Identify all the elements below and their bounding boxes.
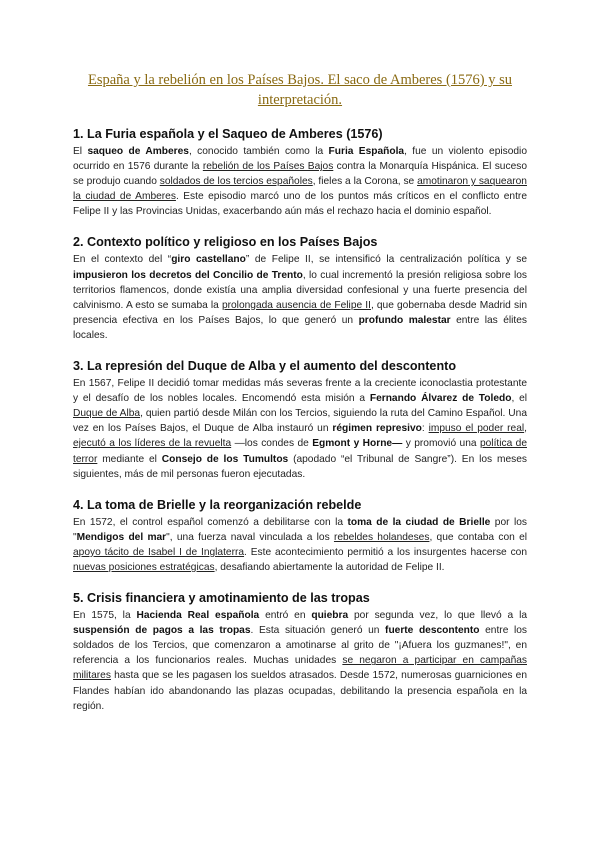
underlined-text: prolongada ausencia de Felipe II [221, 299, 371, 311]
bold-text: fuerte descontento [385, 625, 480, 637]
text-run: y promovió una [402, 438, 480, 450]
bold-text: Furia Española [328, 146, 405, 157]
bold-text: profundo malestar [358, 314, 451, 326]
underlined-text: rebelión de los Países Bajos [202, 161, 334, 173]
section-furia-espanola [73, 126, 527, 219]
bold-text: Consejo de los Tumultos [161, 453, 289, 465]
bold-text: impusieron los decretos del Concilio de Trento [73, 269, 303, 281]
section-heading: 5. Crisis financiera y amotinamiento de las tropas [73, 591, 370, 606]
text-run: , que contaba con el [429, 531, 527, 543]
section-contexto-politico [73, 234, 527, 343]
section-heading: 4. La toma de Brielle y la reorganización rebelde [73, 497, 362, 512]
text-run: . Este episodio marcó uno de los puntos más críticos en el conflicto entre Felipe II y las Provincias Unidas, exacerbando aún más el rechazo hacia el dominio español. [73, 191, 527, 218]
section-heading: 2. Contexto político y religioso en los Países Bajos [73, 235, 378, 250]
underlined-text: rebeldes holandeses [333, 531, 430, 543]
section-represion-duque-alba [73, 358, 527, 482]
text-run: , fue un violento episodio ocurrido en 1576 durante la [73, 146, 527, 173]
text-run: entre las élites locales. [73, 314, 527, 341]
underlined-text: se negaron a participar en campañas militares [73, 655, 527, 682]
section-toma-brielle [73, 497, 527, 575]
text-run: ", una fuerza naval vinculada a los [166, 531, 334, 543]
section-paragraph [73, 608, 527, 714]
section-paragraph [73, 252, 527, 343]
bold-text: Egmont y Horne— [312, 438, 403, 450]
underlined-text: nuevas posiciones estratégicas [73, 561, 215, 573]
text-run: , fieles a la Corona, se [312, 176, 418, 188]
section-heading: 1. La Furia española y el Saqueo de Amberes (1576) [73, 127, 383, 141]
text-run: . Este acontecimiento permitió a los insurgentes hacerse con [244, 546, 527, 558]
text-run: (apodado “el Tribunal de Sangre”). En los meses siguientes, más de mil personas fueron ejecutadas. [73, 453, 527, 480]
section-paragraph [73, 515, 527, 575]
bold-text: Hacienda Real española [136, 610, 260, 622]
text-run: . Esta situación generó un [250, 625, 386, 637]
bold-text: saqueo de Amberes [87, 146, 189, 157]
text-run: —los condes de [231, 438, 313, 450]
text-run: En 1572, el control español comenzó a debilitarse con la [73, 516, 348, 528]
underlined-text: apoyo tácito de Isabel I de Inglaterra [73, 546, 245, 558]
text-run: entre los soldados de los Tercios, que comenzaron a amotinarse al grito de "¡Afuera los guzmanes!", en referencia a los funcionarios reales. Muchas unidades [73, 625, 527, 667]
section-heading: 3. La represión del Duque de Alba y el aumento del descontento [73, 359, 457, 374]
text-run: , quien partió desde Milán con los Tercios, siguiendo la ruta del Camino Español. Una vez en los Países Bajos, el Duque de Alba instauró un [73, 408, 528, 435]
text-run: , lo cual incrementó la presión religiosa sobre los territorios flamencos, donde existía una amplia diversidad confesional y una fuerte presencia del calvinismo. A esto se sumaba la [73, 269, 527, 311]
bold-text: giro castellano [171, 254, 246, 266]
text-run: mediante el [97, 453, 162, 465]
text-run: En el contexto del “ [73, 254, 172, 266]
text-run: El [73, 146, 88, 157]
text-run: , [524, 423, 527, 435]
bold-text: suspensión de pagos a las tropas [73, 625, 251, 637]
text-run: ” de Felipe II, se intensificó la centralización política y se [245, 254, 527, 266]
underlined-text: ejecutó a los líderes de la revuelta [73, 438, 232, 450]
text-run: por los " [73, 516, 527, 543]
text-run: contra la Monarquía Hispánica. El suceso se produjo cuando [73, 161, 527, 188]
underlined-text: soldados de los tercios españoles [159, 176, 313, 188]
underlined-text: amotinaron y saquearon la ciudad de Amberes [73, 176, 527, 203]
text-run: por segunda vez, lo que llevó a la [348, 610, 528, 622]
underlined-text: impuso el poder real [428, 423, 525, 435]
text-run: En 1575, la [73, 610, 137, 622]
text-run: : [421, 423, 429, 435]
text-run: , que gobernaba desde Madrid sin presencia efectiva en los Países Bajos, lo que generó un [73, 299, 527, 326]
text-run: entró en [259, 610, 312, 622]
underlined-text: política de terror [73, 438, 527, 465]
text-run: En 1567, Felipe II decidió tomar medidas más severas frente a la creciente iconoclastia protestante y el desafío de los nobles locales. Encomendó esta misión a [73, 378, 527, 405]
bold-text: Mendigos del mar [76, 531, 167, 543]
bold-text: Fernando Álvarez de Toledo [369, 393, 512, 405]
text-run: hasta que se les pagasen los sueldos atrasados. Desde 1572, numerosas guarniciones en Flandes habían ido abandonando las plazas ocupadas, debilitando la presencia española en la región. [73, 670, 527, 712]
underlined-text: Duque de Alba [73, 408, 141, 420]
bold-text: quiebra [311, 610, 349, 622]
bold-text: toma de la ciudad de Brielle [347, 516, 491, 528]
section-crisis-financiera [73, 590, 527, 714]
document-title: España y la rebelión en los Países Bajos. El saco de Amberes (1576) y su interpretación. [87, 72, 513, 108]
bold-text: régimen represivo [332, 423, 422, 435]
section-paragraph [73, 144, 527, 219]
text-run: , el [511, 393, 527, 405]
text-run: , desafiando abiertamente la autoridad de Felipe II. [214, 561, 445, 573]
section-paragraph [73, 376, 527, 482]
text-run: , conocido también como la [188, 146, 329, 157]
